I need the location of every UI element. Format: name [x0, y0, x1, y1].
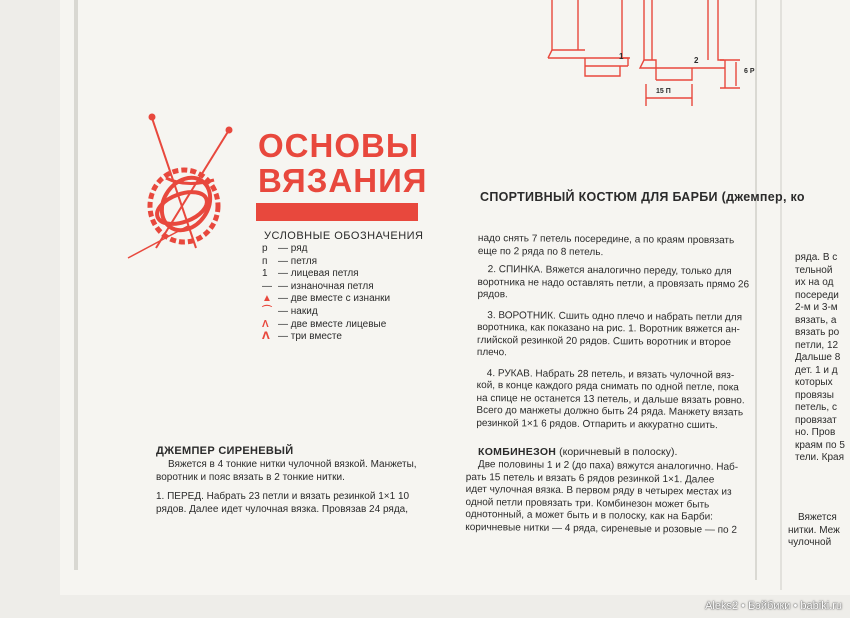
- diagram-label-1: 1: [619, 52, 624, 61]
- text-line: рядов. Далее идет чулочная вязка. Провязав 24 ряда,: [156, 503, 408, 515]
- text-line: коричневые нитки — 4 ряда, сиреневые и розовые — по 2: [465, 521, 738, 536]
- text-line: воротник и пояс вязать в 2 тонкие нитки.: [156, 471, 345, 483]
- text-line: посереди: [795, 289, 839, 301]
- text-line: резинкой 1×1 6 рядов. Отпарить и аккуратно сшить.: [476, 417, 718, 431]
- text-line: 2-м и 3-м: [795, 302, 838, 313]
- legend-symbol: п: [262, 255, 268, 267]
- legend-label: — ряд: [278, 243, 308, 254]
- diagram-label-width: 15 П: [656, 88, 671, 95]
- legend-label: — петля: [278, 255, 318, 267]
- text-line: рядов.: [477, 288, 508, 301]
- text-line: чулочной: [788, 537, 832, 548]
- legend-symbol: ᐱ: [262, 331, 270, 343]
- legend-label: — две вместе с изнанки: [278, 293, 391, 305]
- diagram-label-2: 2: [694, 56, 699, 65]
- text-line: воротника, как показано на рис. 1. Воротник вяжется ан-: [477, 321, 740, 336]
- text-line: 3. ВОРОТНИК. Сшить одно плечо и набрать петли для: [487, 309, 743, 323]
- text-line: тельной: [795, 264, 833, 276]
- overalls-heading: КОМБИНЕЗОН: [478, 446, 557, 458]
- right-column-bottom: [788, 512, 850, 550]
- legend-symbol: ▲: [262, 293, 272, 305]
- middle-column: [476, 233, 749, 432]
- text-line: идет чулочная вязка. В первом ряду в четырех местах из: [465, 483, 732, 498]
- text-line: на спице не останется 13 петель, и дальше вязать ровно.: [476, 392, 745, 406]
- text-line: провязы: [795, 389, 834, 401]
- text-line: ряда. В с: [795, 252, 838, 263]
- title-line-1: ОСНОВЫ: [258, 127, 420, 164]
- legend-title: УСЛОВНЫЕ ОБОЗНАЧЕНИЯ: [264, 230, 424, 242]
- text-line: Вяжется в 4 тонкие нитки чулочной вязкой. Манжеты,: [168, 459, 417, 470]
- text-line: Всего до манжеты должно быть 24 ряда. Манжету вязать: [476, 404, 744, 419]
- legend-label: — накид: [278, 305, 318, 317]
- article-heading: СПОРТИВНЫЙ КОСТЮМ ДЛЯ БАРБИ (джемпер, ко: [480, 190, 805, 204]
- text-line: Две половины 1 и 2 (до паха) вяжутся аналогично. Наб-: [477, 459, 739, 473]
- overalls-text: [465, 459, 738, 537]
- text-line: петель, с: [795, 402, 837, 413]
- yarn-ball-illustration: [126, 108, 242, 260]
- legend-symbol: —: [262, 280, 272, 292]
- text-line: нитки. Меж: [788, 524, 840, 536]
- text-line: рать 15 петель и вязать 6 рядов резинкой 1×1. Далее: [465, 471, 715, 486]
- paper-edge: [74, 0, 78, 570]
- overalls-heading-note: (коричневый в полоску).: [556, 446, 678, 458]
- text-line: но. Пров: [795, 427, 836, 438]
- text-line: однотонный, а может быть и в полоску, как на Барби:: [465, 508, 714, 523]
- jumper-heading: ДЖЕМПЕР СИРЕНЕВЫЙ: [156, 445, 294, 457]
- title-line-2: ВЯЗАНИЯ: [258, 162, 428, 199]
- fold-line-secondary: [780, 0, 782, 590]
- text-line: плечо.: [476, 346, 508, 359]
- text-line: 1. ПЕРЕД. Набрать 23 петли и вязать резинкой 1×1 10: [156, 491, 410, 502]
- title-underline-bar: [256, 203, 418, 221]
- text-line: одной петли провязать три. Комбинезон может быть: [465, 496, 710, 511]
- text-line: 4. РУКАВ. Набрать 28 петель, и вязать чулочной вяз-: [486, 367, 735, 381]
- jumper-text: [156, 459, 417, 516]
- legend-symbol: Λ: [262, 318, 269, 330]
- text-line: петли, 12: [795, 339, 839, 351]
- legend-label: — три вместе: [278, 331, 342, 343]
- text-line: кой, в конце каждого ряда снимать по одной петле, пока: [476, 379, 739, 394]
- text-line: Вяжется: [798, 512, 837, 523]
- text-line: глийской резинкой 20 рядов. Сшить воротник и второе: [477, 334, 732, 348]
- text-line: провязат: [795, 414, 837, 426]
- overalls-heading-line: [478, 446, 677, 458]
- legend-label: — лицевая петля: [278, 268, 359, 280]
- text-line: дет. 1 и д: [795, 364, 838, 376]
- text-line: тели. Края: [795, 452, 845, 463]
- text-line: вязать ро: [795, 327, 840, 338]
- text-line: краям по 5: [795, 439, 845, 451]
- text-line: Дальше 8: [795, 352, 841, 363]
- legend-symbol: ⌒: [262, 305, 272, 317]
- text-line: еще по 2 ряда по 8 петель.: [477, 245, 604, 258]
- text-line: вязать, а: [795, 314, 837, 326]
- text-line: надо снять 7 петель посередине, а по краям провязать: [477, 233, 735, 247]
- pattern-diagram: [540, 0, 780, 112]
- legend-label: — две вместе лицевые: [278, 318, 387, 330]
- legend-label: — изнаночная петля: [278, 280, 374, 292]
- text-line: 2. СПИНКА. Вяжется аналогично переду, только для: [487, 264, 732, 278]
- legend-symbol: 1: [262, 268, 268, 280]
- text-line: которых: [795, 377, 833, 388]
- text-line: их на од: [795, 277, 834, 288]
- text-line: воротника не надо оставлять петли, а провязать прямо 26: [477, 276, 750, 290]
- legend-symbol: р: [262, 243, 268, 254]
- diagram-label-rows: 6 Р: [744, 68, 755, 75]
- watermark: Aleks2 • Бэйбики • babiki.ru: [705, 600, 842, 612]
- right-column: [795, 252, 850, 465]
